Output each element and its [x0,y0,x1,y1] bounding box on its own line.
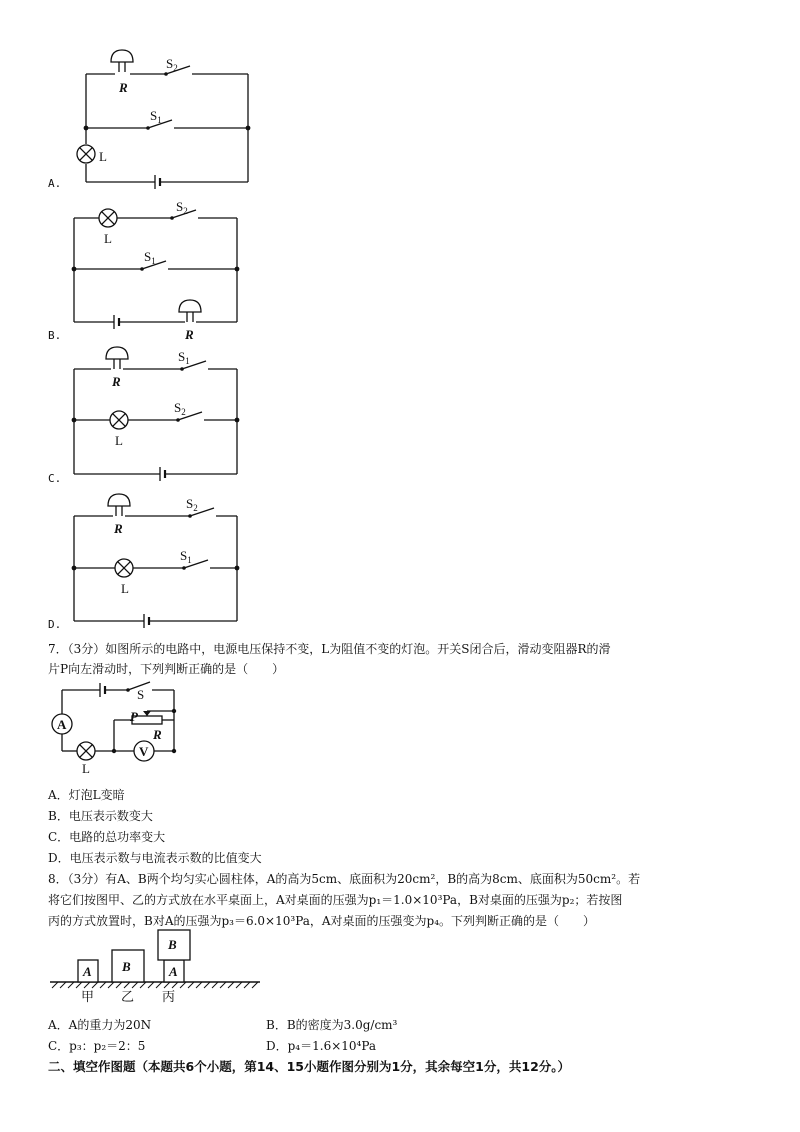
block-a-label: A [169,964,178,979]
label-s: $S_2$ [186,496,198,513]
block-a-label: A [83,964,92,979]
label-r: R [185,327,194,342]
switch-label: S [137,687,145,702]
question7-choice-a: A．灯泡L变暗 [48,788,125,802]
lamp-label: L [82,761,90,776]
label-r: R [119,80,128,95]
label-l: L [104,231,112,246]
rheostat-label: R [153,727,162,742]
block-b-label: B [168,937,177,952]
question8-choice-b: B．B的密度为3.0g/cm³ [266,1018,398,1032]
label-s: $S_1$ [180,548,192,565]
question8-choice-c: C．p₃：p₂＝2：5 [48,1039,146,1053]
question8-stem-line3: 丙的方式放置时，B对A的压强为p₃＝6.0×10³Pa，A对桌面的压强变为p₄。下列判断正确的是（ ） [48,914,596,928]
circuit-option-a [77,50,250,189]
question7-choice-d: D．电压表示数与电流表示数的比值变大 [48,851,262,865]
label-s: $S_2$ [174,400,186,417]
option-d-label: D. [48,618,62,631]
label-s: $S_2$ [166,56,178,73]
question8-stem-line1: 8．（3分）有A、B两个均匀实心圆柱体，A的高为5cm、底面积为20cm²，B的高为8cm、底面积为50cm²。若 [48,872,641,886]
ammeter-label: A [57,717,67,732]
block-b-label: B [122,959,131,974]
label-bing: 丙 [162,989,176,1004]
question7-stem-line1: 7．（3分）如图所示的电路中，电源电压保持不变，L为阻值不变的灯泡。开关S闭合后，滑动变阻器R的滑 [48,642,611,656]
option-a-label: A. [48,177,62,190]
label-r: R [114,521,123,536]
label-s: $S_1$ [144,249,156,266]
label-s: $S_2$ [176,199,188,216]
label-jia: 甲 [81,989,95,1004]
voltmeter-label: V [139,744,149,759]
label-l: L [99,149,107,164]
label-yi: 乙 [121,989,135,1004]
question7-circuit [52,682,176,761]
label-s: $S_1$ [150,108,162,125]
label-l: L [115,433,123,448]
option-b-label: B. [48,329,62,342]
question8-choice-a: A．A的重力为20N [48,1018,152,1032]
question7-stem-line2: 片P向左滑动时，下列判断正确的是（ ） [48,662,285,676]
circuit-option-d [72,494,240,628]
question8-stem-line2: 将它们按图甲、乙的方式放在水平桌面上，A对桌面的压强为p₁＝1.0×10³Pa，B对桌面的压强为p₂；若按图 [48,893,623,907]
slider-label: P [130,709,138,724]
question7-choice-c: C．电路的总功率变大 [48,830,166,844]
circuit-option-b [72,209,240,329]
option-c-label: C. [48,472,62,485]
section2-heading: 二、填空作图题（本题共6个小题，第14、15小题作图分别为1分，其余每空1分，共12分。） [48,1059,571,1074]
label-s: $S_1$ [178,349,190,366]
label-l: L [121,581,129,596]
question8-figure [50,930,260,988]
circuit-option-c [72,347,240,481]
question7-choice-b: B．电压表示数变大 [48,809,153,823]
label-r: R [112,374,121,389]
question8-choice-d: D．p₄＝1.6×10⁴Pa [266,1039,377,1053]
